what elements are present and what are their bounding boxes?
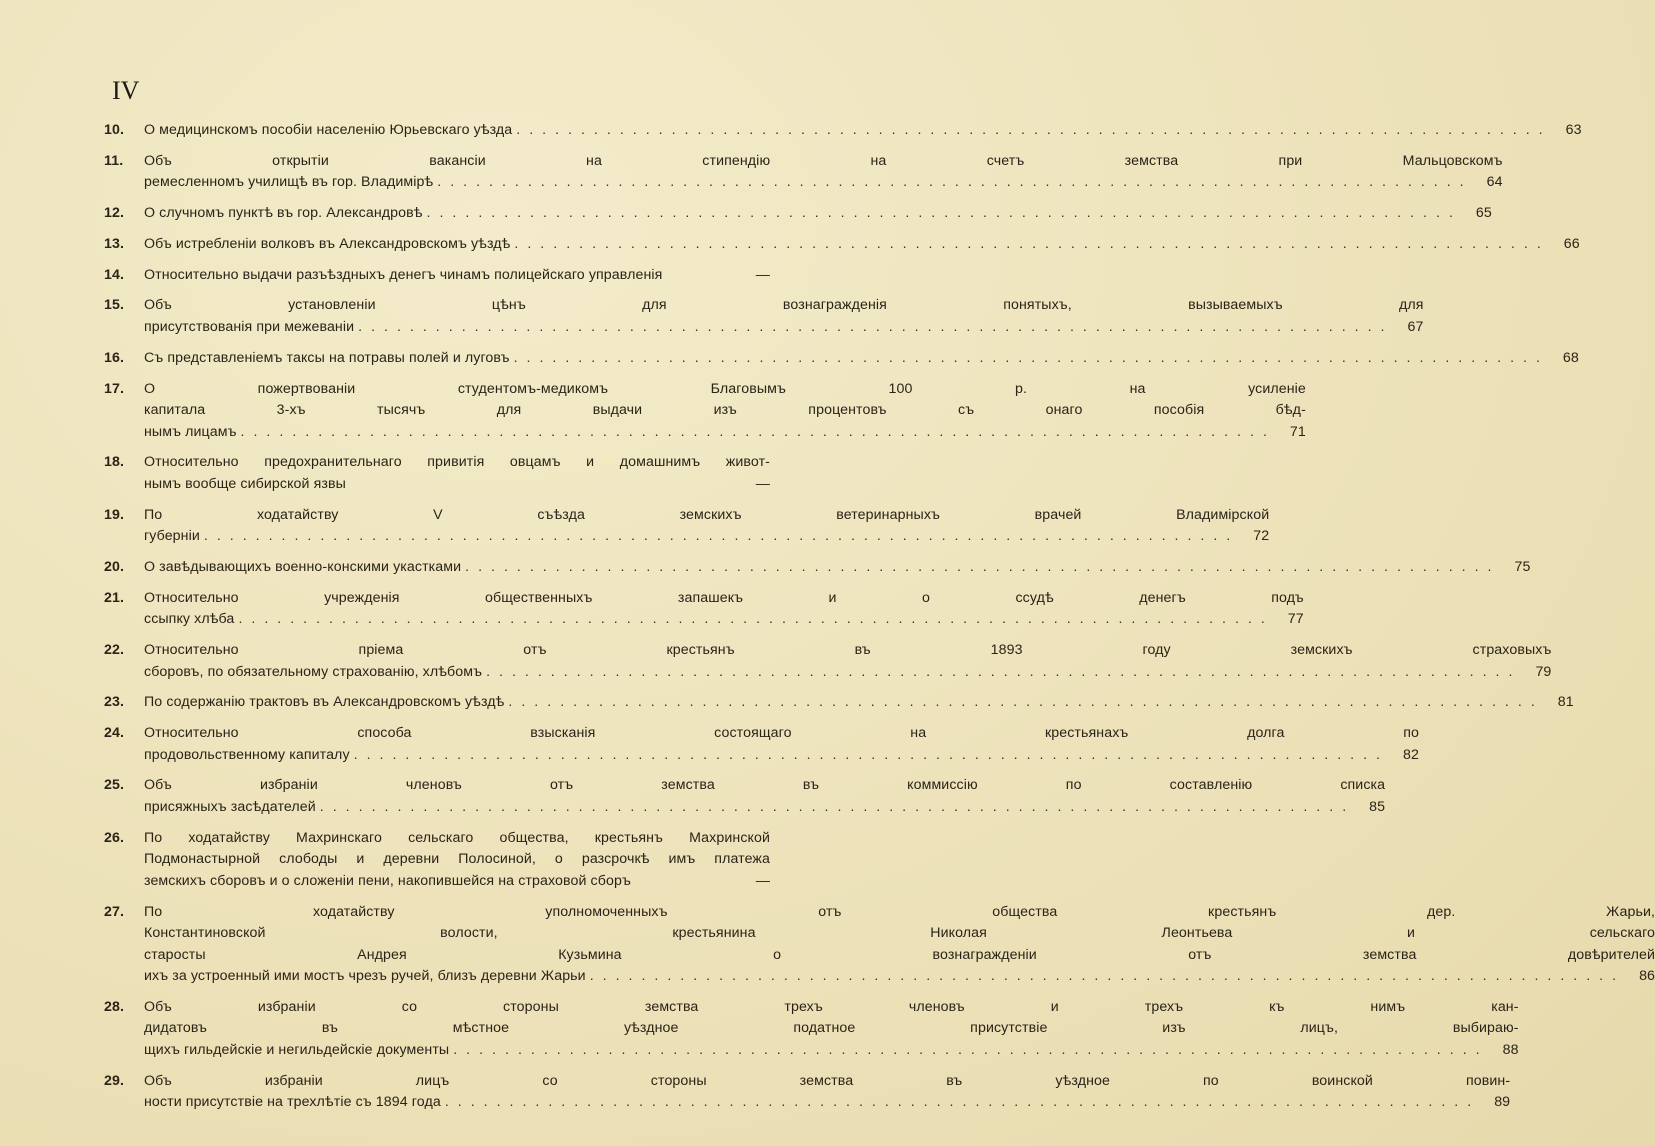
entry-title-text: О медицинскомъ пособіи населенію Юрьевскаго уѣзда	[144, 122, 513, 138]
leader-dots	[631, 871, 740, 893]
toc-entry	[104, 203, 1492, 225]
toc-entry	[104, 120, 1582, 142]
entry-title-text: Объ избраніи лицъ со стороны земства въ уѣздное по воинской повин-	[144, 1072, 1511, 1089]
entry-number: 14.	[104, 266, 125, 283]
entry-page-number: 82	[1403, 746, 1419, 763]
entry-page-number: 79	[1535, 663, 1552, 680]
entry-number: 12.	[104, 205, 125, 222]
entry-number: 25.	[104, 777, 125, 794]
leader-dots: ................................................................................	[516, 122, 1552, 138]
entry-number: 27.	[104, 903, 125, 920]
entry-title-text: По ходатайству уполномоченныхъ отъ общества крестьянъ дер. Жарьи,	[144, 903, 1655, 920]
entry-page-number: 71	[1289, 423, 1306, 440]
entry-title-text: ссыпку хлѣба	[144, 611, 235, 628]
entry-line	[144, 692, 1574, 714]
toc-entry	[104, 902, 1655, 988]
entry-line	[144, 295, 1424, 317]
table-of-contents	[104, 120, 1655, 1123]
entry-line	[144, 400, 1306, 422]
entry-line	[144, 172, 1503, 194]
entry-line	[144, 745, 1419, 767]
entry-number: 15.	[104, 297, 125, 314]
toc-entry	[104, 1071, 1511, 1114]
leader-dots	[346, 474, 740, 496]
entry-title-text: О завѣдывающихъ военно-конскими укастками	[144, 558, 462, 575]
entry-number: 16.	[104, 349, 125, 366]
entry-title-text: дидатовъ въ мѣстное уѣздное податное присутствіе изъ лицъ, выбираю-	[144, 1020, 1519, 1037]
leader-dots: ................................................................................	[353, 746, 1389, 763]
entry-body	[144, 120, 1582, 142]
entry-number: 22.	[104, 642, 125, 659]
entry-line	[144, 203, 1492, 225]
leader-dots: ................................................................................	[319, 798, 1356, 815]
leader-dots: ................................................................................	[453, 1041, 1489, 1058]
toc-entry	[104, 723, 1419, 766]
entry-body	[144, 902, 1655, 988]
entry-page-number: —	[755, 872, 770, 889]
entry-line	[144, 526, 1269, 548]
entry-number: 20.	[104, 558, 125, 575]
entry-body	[144, 348, 1579, 370]
entry-body	[144, 151, 1503, 194]
entry-number: 10.	[104, 122, 125, 138]
toc-entry	[104, 828, 770, 893]
entry-title-text: старосты Андрея Кузьмина о вознагражденіи отъ земства довѣрителей	[144, 946, 1655, 963]
entry-title-text: капитала 3-хъ тысячъ для выдачи изъ процентовъ съ онаго пособія бѣд-	[144, 402, 1306, 419]
entry-title-text: По ходатайству Махринскаго сельскаго общества, крестьянъ Махринской	[144, 829, 770, 846]
entry-body	[144, 1071, 1510, 1114]
entry-number: 17.	[104, 380, 125, 397]
entry-page-number: 77	[1287, 611, 1304, 628]
leader-dots	[662, 265, 740, 287]
entry-line	[144, 151, 1503, 173]
entry-page-number: 65	[1475, 205, 1492, 222]
toc-entry	[104, 295, 1424, 338]
entry-title-text: По содержанію трактовъ въ Александровскомъ уѣздѣ	[144, 694, 505, 711]
entry-title-text: ихъ за устроенный ими мостъ чрезъ ручей, близъ деревни Жарьи	[144, 968, 586, 985]
entry-title-text: Объ избраніи членовъ отъ земства въ коммиссію по составленію списка	[144, 777, 1386, 794]
entry-line	[144, 923, 1655, 945]
entry-number: 23.	[104, 694, 125, 711]
entry-title-text: ности присутствіе на трехлѣтіе съ 1894 года	[144, 1094, 441, 1111]
entry-title-text: Относительно пріема отъ крестьянъ въ 1893 году земскихъ страховыхъ	[144, 642, 1552, 659]
entry-line	[144, 640, 1551, 662]
entry-title-text: Относительно выдачи разъѣздныхъ денегъ чинамъ полицейскаго управленія	[144, 266, 663, 283]
entry-page-number: 67	[1407, 318, 1424, 335]
entry-title-text: щихъ гильдейскіе и негильдейскіе документы	[144, 1041, 450, 1058]
leader-dots: ................................................................................	[486, 663, 1522, 680]
entry-line	[144, 505, 1269, 527]
entry-number: 28.	[104, 998, 125, 1015]
entry-title-text: присутствованія при межеваніи	[144, 318, 355, 335]
entry-body	[144, 588, 1304, 631]
entry-title-text: Объ истребленіи волковъ въ Александровскомъ уѣздѣ	[144, 235, 511, 252]
entry-page-number: 88	[1502, 1041, 1519, 1058]
entry-title-text: продовольственному капиталу	[144, 746, 350, 763]
entry-line	[144, 775, 1385, 797]
entry-body	[144, 379, 1306, 444]
entry-line	[144, 474, 770, 496]
entry-title-text: Подмонастырной слободы и деревни Полосиной, о разсрочкѣ имъ платежа	[144, 851, 770, 868]
entry-title-text: Относительно учрежденія общественныхъ запашекъ и о ссудѣ денегъ подъ	[144, 589, 1304, 606]
page-number: IV	[112, 76, 140, 105]
toc-entry	[104, 234, 1580, 256]
entry-title-text: губерніи	[144, 528, 200, 545]
entry-page-number: 89	[1494, 1094, 1511, 1111]
entry-page-number: 86	[1639, 968, 1655, 985]
entry-number: 24.	[104, 725, 125, 742]
toc-entry	[104, 997, 1519, 1062]
entry-line	[144, 1071, 1510, 1093]
toc-entry	[104, 557, 1531, 579]
entry-line	[144, 452, 770, 474]
leader-dots: ................................................................................	[589, 968, 1626, 985]
entry-line	[144, 317, 1424, 339]
entry-title-text: Константиновской волости, крестьянина Николая Леонтьева и сельскаго	[144, 925, 1655, 942]
entry-number: 18.	[104, 454, 125, 471]
entry-page-number: —	[755, 266, 770, 283]
toc-entry	[104, 775, 1386, 818]
toc-entry	[104, 692, 1574, 714]
entry-line	[144, 723, 1419, 745]
toc-entry	[104, 151, 1503, 194]
entry-body	[144, 692, 1574, 714]
entry-title-text: земскихъ сборовъ и о сложеніи пени, накопившейся на страховой сборъ	[144, 872, 631, 889]
entry-line	[144, 997, 1519, 1019]
entry-page-number: 72	[1253, 528, 1270, 545]
entry-title-text: По ходатайству V съѣзда земскихъ ветеринарныхъ врачей Владимірской	[144, 506, 1270, 523]
entry-body	[144, 828, 770, 893]
entry-line	[144, 557, 1531, 579]
entry-body	[144, 640, 1551, 683]
toc-entry	[104, 348, 1579, 370]
entry-body	[144, 452, 770, 495]
entry-body	[144, 775, 1385, 818]
entry-page-number: 64	[1486, 174, 1503, 191]
entry-page-number: 81	[1557, 694, 1574, 711]
entry-line	[144, 902, 1655, 924]
leader-dots: ................................................................................	[426, 205, 1462, 222]
entry-title-text: Относительно предохранительнаго привитія овцамъ и домашнимъ живот-	[144, 454, 770, 471]
toc-entry	[104, 505, 1270, 548]
entry-line	[144, 422, 1306, 444]
entry-body	[144, 234, 1580, 256]
entry-line	[144, 379, 1306, 401]
leader-dots: ................................................................................	[437, 174, 1473, 191]
entry-line	[144, 348, 1579, 370]
leader-dots: ................................................................................	[444, 1094, 1481, 1111]
entry-body	[144, 557, 1531, 579]
toc-entry	[104, 379, 1306, 444]
entry-line	[144, 945, 1655, 967]
entry-line	[144, 797, 1385, 819]
entry-title-text: Съ представленіемъ таксы на потравы полей и луговъ	[144, 349, 510, 366]
leader-dots: ................................................................................	[240, 423, 1276, 440]
entry-line	[144, 1092, 1510, 1114]
entry-body	[144, 505, 1269, 548]
entry-page-number: 85	[1369, 798, 1386, 815]
entry-title-text: нымъ вообще сибирской язвы	[144, 475, 346, 492]
entry-page-number: 75	[1514, 558, 1531, 575]
entry-number: 11.	[104, 152, 124, 169]
entry-title-text: Объ избраніи со стороны земства трехъ членовъ и трехъ къ нимъ кан-	[144, 998, 1519, 1015]
entry-line	[144, 849, 770, 871]
leader-dots: ................................................................................	[465, 558, 1501, 575]
entry-line	[144, 1040, 1519, 1062]
entry-body	[144, 203, 1492, 225]
entry-number: 29.	[104, 1072, 125, 1089]
leader-dots: ................................................................................	[358, 318, 1394, 335]
entry-number: 19.	[104, 506, 125, 523]
toc-entry	[104, 588, 1304, 631]
entry-title-text: нымъ лицамъ	[144, 423, 237, 440]
toc-entry	[104, 452, 770, 495]
entry-title-text: Относительно способа взысканія состоящаго на крестьянахъ долга по	[144, 725, 1419, 742]
entry-title-text: О случномъ пунктѣ въ гор. Александровѣ	[144, 205, 423, 222]
leader-dots: ................................................................................	[508, 694, 1544, 711]
entry-line	[144, 966, 1655, 988]
entry-body	[144, 295, 1424, 338]
entry-body	[144, 265, 770, 287]
entry-title-text: Объ открытіи вакансіи на стипендію на счетъ земства при Мальцовскомъ	[144, 152, 1503, 169]
entry-page-number: —	[755, 475, 770, 492]
entry-page-number: 66	[1563, 235, 1580, 252]
entry-page-number: 63	[1565, 122, 1582, 138]
leader-dots: ................................................................................	[514, 235, 1550, 252]
leader-dots: ................................................................................	[513, 349, 1549, 366]
entry-title-text: присяжныхъ засѣдателей	[144, 798, 316, 815]
entry-line	[144, 120, 1582, 142]
entry-title-text: ремесленномъ училищѣ въ гор. Владимірѣ	[144, 174, 434, 191]
entry-number: 21.	[104, 589, 125, 606]
entry-line	[144, 828, 770, 850]
entry-line	[144, 234, 1580, 256]
toc-entry	[104, 640, 1552, 683]
toc-entry	[104, 265, 770, 287]
entry-body	[144, 997, 1519, 1062]
entry-body	[144, 723, 1419, 766]
entry-title-text: сборовъ, по обязательному страхованію, хлѣбомъ	[144, 663, 483, 680]
entry-title-text: Объ установленіи цѣнъ для вознагражденія понятыхъ, вызываемыхъ для	[144, 297, 1424, 314]
entry-page-number: 68	[1562, 349, 1579, 366]
leader-dots: ................................................................................	[203, 528, 1240, 545]
entry-line	[144, 588, 1304, 610]
entry-number: 13.	[104, 235, 125, 252]
entry-line	[144, 265, 770, 287]
entry-number: 26.	[104, 829, 125, 846]
leader-dots: ................................................................................	[238, 611, 1274, 628]
entry-line	[144, 871, 770, 893]
entry-line	[144, 1018, 1519, 1040]
entry-line	[144, 609, 1304, 631]
entry-title-text: О пожертвованіи студентомъ-медикомъ Благовымъ 100 р. на усиленіе	[144, 380, 1306, 397]
entry-line	[144, 662, 1551, 684]
